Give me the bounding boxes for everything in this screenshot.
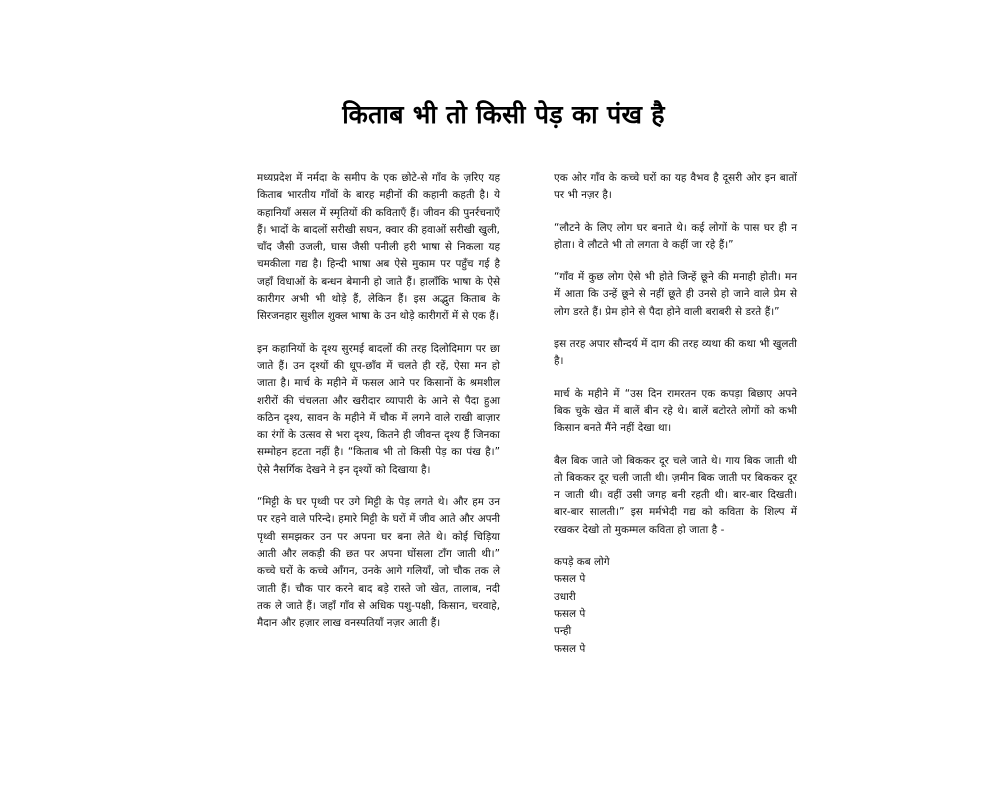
two-column-body [257,170,797,658]
poem-line: उधारी [554,590,576,603]
right-column [554,170,797,658]
paragraph: “मिट्टी के घर पृथ्वी पर उगे मिट्टी के पेड़ लगते थे। और हम उन पर रहने वाले परिन्दे। हमारे मिट्टी के घरों में जीव आते और अपनी पृथ्वी समझकर उन पर अपना घर बना लेते थे। कोई चिड़िया आती और लकड़ी की छत पर अपना घोंसला टाँग जाती थी।” कच्चे घरों के कच्चे आँगन, उनके आगे गलियाँ, जो चौक तक ले जाती हैं। चौक पार करने बाद बड़े रास्ते जो खेत, तालाब, नदी तक ले जाते हैं। जहाँ गाँव से अधिक पशु-पक्षी, किसान, चरवाहे, मैदान और हज़ार लाख वनस्पतियाँ नज़र आती हैं। [257,496,500,630]
page-title: किताब भी तो किसी पेड़ का पंख है [342,100,665,129]
poem-block [554,554,797,658]
paragraph: बैल बिक जाते जो बिककर दूर चले जाते थे। गाय बिक जाती थी तो बिककर दूर चली जाती थी। ज़मीन बिक जाती पर बिककर दूर न जाती थी। वहीं उसी जगह बनी रहती थी। बार-बार दिखती। बार-बार सालती।” इस मर्मभेदी गद्य को कविता के शिल्प में रखकर देखो तो मुकम्मल कविता हो जाता है - [554,454,797,536]
paragraph: एक ओर गाँव के कच्चे घरों का यह वैभव है दूसरी ओर इन बातों पर भी नज़र है। [554,172,797,202]
poem-line: पन्ही [554,625,572,638]
left-column [257,170,500,632]
paragraph: इन कहानियों के दृश्य सुरमई बादलों की तरह दिलोदिमाग पर छा जाते हैं। उन दृश्यों की धूप-छाँव में चलते ही रहें, ऐसा मन हो जाता है। मार्च के महीने में फसल आने पर किसानों के श्रमशील शरीरों की चंचलता और खरीदार व्यापारी के आने से पैदा हुआ कठिन दृश्य, सावन के महीने में चौक में लगने वाले राखी बाज़ार का रंगों के उत्सव से भरा दृश्य, कितने ही जीवन्त दृश्य हैं जिनका सम्मोहन हटता नहीं है। “किताब भी तो किसी पेड़ का पंख है।” ऐसे नैसर्गिक देखने ने इन दृश्यों को दिखाया है। [257,342,500,476]
poem-line: फसल पे [554,607,586,620]
poem-line: फसल पे [554,642,586,655]
poem-line: कपड़े कब लोगे [554,556,610,569]
paragraph: मध्यप्रदेश में नर्मदा के समीप के एक छोटे-से गाँव के ज़रिए यह किताब भारतीय गाँवों के बारह महीनों की कहानी कहती है। ये कहानियाँ असल में स्मृतियों की कविताएँ हैं। जीवन की पुनर्रचनाएँ हैं। भादों के बादलों सरीखी सघन, क्वार की हवाओं सरीखी खुली, चाँद जैसी उजली, घास जैसी पनीली हरी भाषा से निकला यह चमकीला गद्य है। हिन्दी भाषा अब ऐसे मुकाम पर पहुँच गई है जहाँ विधाओं के बन्धन बेमानी हो जाते हैं। हालाँकि भाषा के ऐसे कारीगर अभी भी थोड़े हैं, लेकिन हैं। इस अद्भुत किताब के सिरजनहार सुशील शुक्ल भाषा के उन थोड़े कारीगरों में से एक हैं। [257,172,500,323]
paragraph: “गाँव में कुछ लोग ऐसे भी होते जिन्हें छूने की मनाही होती। मन में आता कि उन्हें छूने से नहीं छूते ही उनसे हो जाने वाले प्रेम से लोग डरते हैं। प्रेम होने से पैदा होने वाली बराबरी से डरते हैं।” [554,271,797,318]
poem-line: फसल पे [554,573,586,586]
paragraph: “लौटने के लिए लोग घर बनाते थे। कई लोगों के पास घर ही न होता। वे लौटते भी तो लगता वे कहीं जा रहे हैं।” [554,221,797,251]
paragraph: मार्च के महीने में “उस दिन रामरतन एक कपड़ा बिछाए अपने बिक चुके खेत में बालें बीन रहे थे। बालें बटोरते लोगों को कभी किसान बनते मैंने नहीं देखा था। [554,387,797,435]
paragraph: इस तरह अपार सौन्दर्य में दाग की तरह व्यथा की कथा भी खुलती है। [554,338,797,368]
